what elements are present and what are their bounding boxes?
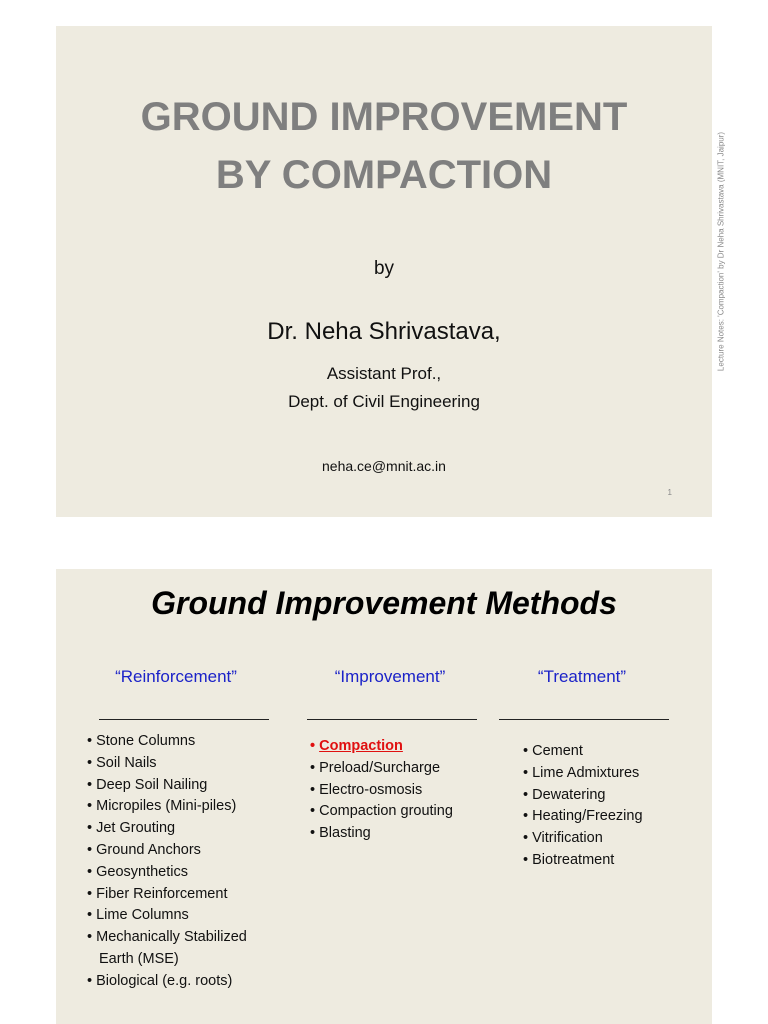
list-item: • Biological (e.g. roots) xyxy=(87,971,277,993)
by-label: by xyxy=(373,258,395,279)
list-item: • Fiber Reinforcement xyxy=(87,884,277,906)
title-line-2: BY COMPACTION xyxy=(215,153,553,197)
title-slide xyxy=(56,26,726,517)
list-item: • Soil Nails xyxy=(87,753,277,775)
list-item: • Jet Grouting xyxy=(87,818,277,840)
column-divider-line xyxy=(307,719,477,720)
list-item: • Biotreatment xyxy=(523,850,703,872)
treatment-list xyxy=(523,741,703,872)
highlighted-item-label: Compaction xyxy=(319,738,403,754)
slide-title xyxy=(56,88,712,204)
list-item: • Deep Soil Nailing xyxy=(87,775,277,797)
column-heading-treatment: “Treatment” xyxy=(537,667,627,686)
list-item: • Preload/Surcharge xyxy=(310,758,500,780)
list-item: • Micropiles (Mini-piles) xyxy=(87,796,277,818)
list-item: • Ground Anchors xyxy=(87,840,277,862)
list-item-highlighted xyxy=(310,736,500,758)
column-divider-line xyxy=(499,719,669,720)
list-item: • Heating/Freezing xyxy=(523,806,703,828)
methods-slide xyxy=(56,569,712,1024)
list-item: • Stone Columns xyxy=(87,731,277,753)
title-line-1: GROUND IMPROVEMENT xyxy=(140,95,628,139)
list-item: • Cement xyxy=(523,741,703,763)
author-role: Assistant Prof., xyxy=(326,364,442,383)
list-item: • Geosynthetics xyxy=(87,862,277,884)
reinforcement-list xyxy=(87,731,277,993)
list-item: • Mechanically Stabilized Earth (MSE) xyxy=(87,927,277,971)
list-item: • Lime Admixtures xyxy=(523,763,703,785)
column-heading-improvement: “Improvement” xyxy=(334,667,446,686)
list-item: • Electro-osmosis xyxy=(310,780,500,802)
author-name: Dr. Neha Shrivastava, xyxy=(267,318,501,345)
slide-title: Ground Improvement Methods xyxy=(151,585,617,621)
column-divider-line xyxy=(99,719,269,720)
list-item: • Dewatering xyxy=(523,785,703,807)
page-number: 1 xyxy=(667,488,672,497)
improvement-list xyxy=(310,736,500,845)
list-item: • Vitrification xyxy=(523,828,703,850)
author-department: Dept. of Civil Engineering xyxy=(288,392,480,411)
list-item: • Lime Columns xyxy=(87,905,277,927)
column-heading-reinforcement: “Reinforcement” xyxy=(115,667,237,686)
lecture-notes-side-label: Lecture Notes: 'Compaction' by Dr Neha Shrivastava (MNIT, Jaipur) xyxy=(716,131,726,372)
list-item: • Blasting xyxy=(310,823,500,845)
list-item: • Compaction grouting xyxy=(310,801,500,823)
author-email: neha.ce@mnit.ac.in xyxy=(322,458,446,474)
